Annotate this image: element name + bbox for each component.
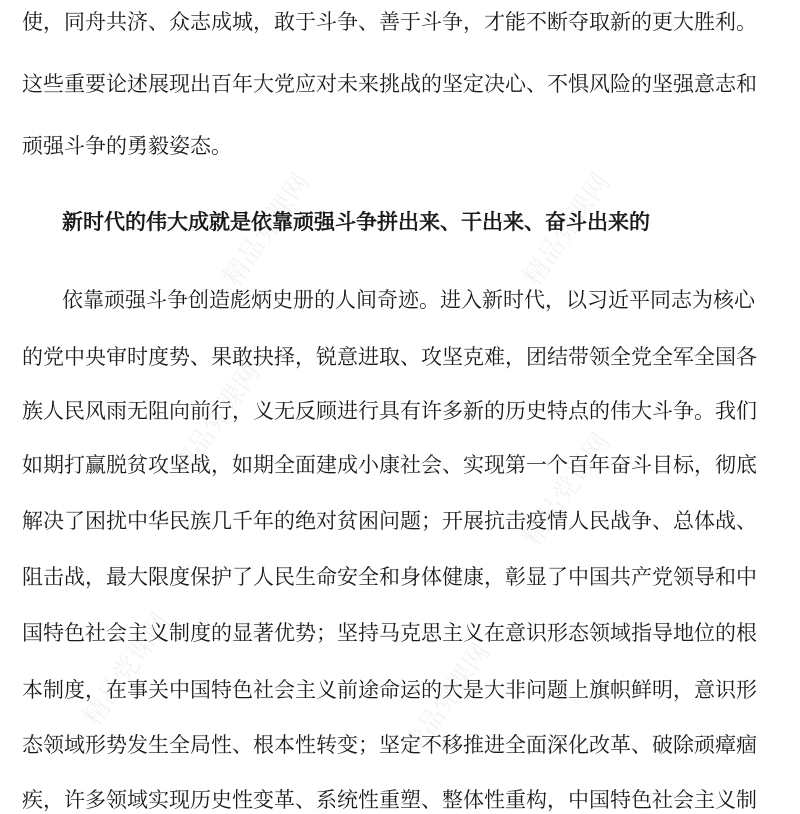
text-line: 解决了困扰中华民族几千年的绝对贫困问题；开展抗击疫情人民战争、总体战、 (22, 509, 757, 533)
text-line: 顽强斗争的勇毅姿态。 (22, 134, 232, 158)
text-line: 国特色社会主义制度的显著优势；坚持马克思主义在意识形态领域指导地位的根 (22, 621, 757, 645)
watermark-text: 精品党课网 (77, 608, 177, 732)
watermark-text: 精品党课网 (397, 638, 497, 762)
text-line: 使，同舟共济、众志成城，敢于斗争、善于斗争，才能不断夺取新的更大胜利。 (22, 10, 757, 34)
text-line: 如期打赢脱贫攻坚战，如期全面建成小康社会、实现第一个百年奋斗目标，彻底 (22, 453, 757, 477)
text-line: 这些重要论述展现出百年大党应对未来挑战的坚定决心、不惧风险的坚强意志和 (22, 72, 757, 96)
text-line: 依靠顽强斗争创造彪炳史册的人间奇迹。进入新时代，以习近平同志为核心 (62, 288, 755, 312)
watermark-text: 精品党课网 (517, 168, 617, 292)
section-heading: 新时代的伟大成就是依靠顽强斗争拼出来、干出来、奋斗出来的 (62, 210, 650, 234)
watermark-text: 精品党课网 (517, 428, 617, 552)
text-line: 的党中央审时度势、果敢抉择，锐意进取、攻坚克难，团结带领全党全军全国各 (22, 345, 757, 369)
text-line: 阻击战，最大限度保护了人民生命安全和身体健康，彰显了中国共产党领导和中 (22, 565, 757, 589)
text-line: 本制度，在事关中国特色社会主义前途命运的大是大非问题上旗帜鲜明，意识形 (22, 678, 757, 702)
text-line: 族人民风雨无阻向前行，义无反顾进行具有许多新的历史特点的伟大斗争。我们 (22, 399, 757, 423)
text-line: 疾，许多领域实现历史性变革、系统性重塑、整体性重构，中国特色社会主义制 (22, 788, 757, 812)
watermark-text: 精品党课网 (167, 358, 267, 482)
watermark-text: 精品党课网 (217, 168, 317, 292)
text-line: 态领域形势发生全局性、根本性转变；坚定不移推进全面深化改革、破除顽瘴痼 (22, 733, 757, 757)
